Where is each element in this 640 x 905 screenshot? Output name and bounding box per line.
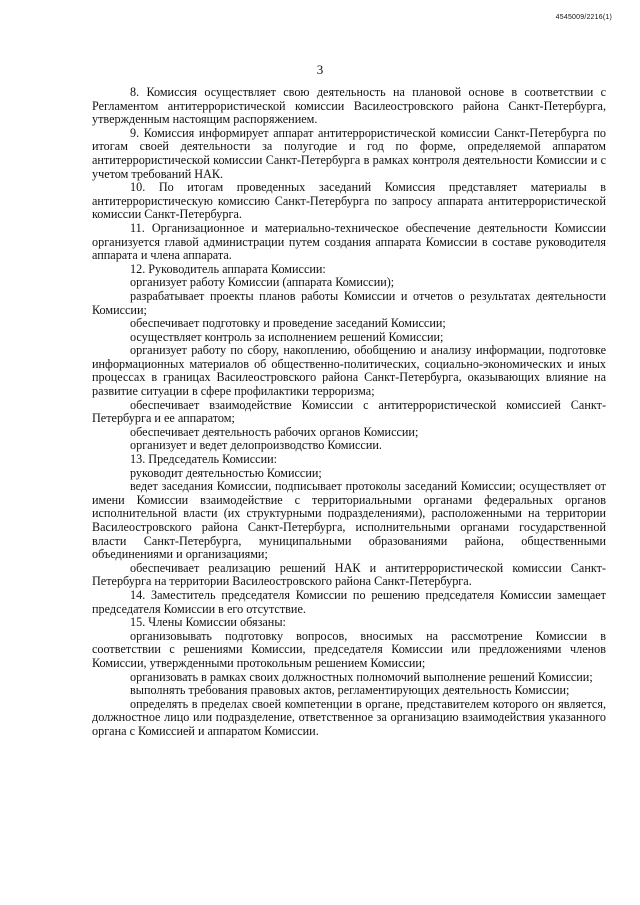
paragraph: 8. Комиссия осуществляет свою деятельность на плановой основе в соответствии с Регламентом антитеррористической комиссии Василеостровского района Санкт-Петербурга, утвержденным настоящим распоряжением. <box>92 85 606 127</box>
paragraph: 11. Организационное и материально-техническое обеспечение деятельности Комиссии организуется главой администрации путем создания аппарата Комиссии в составе руководителя аппарата и члена аппарата. <box>92 220 606 263</box>
document-body <box>92 86 606 739</box>
paragraph: 12. Руководитель аппарата Комиссии: <box>130 261 326 276</box>
paragraph: руководит деятельностью Комиссии; <box>130 465 322 480</box>
paragraph: организует и ведет делопроизводство Комиссии. <box>130 438 382 453</box>
paragraph: организовать в рамках своих должностных полномочий выполнение решений Комиссии; <box>130 669 593 684</box>
paragraph: обеспечивает реализацию решений НАК и антитеррористической комиссии Санкт-Петербурга на территории Василеостровского района Санкт-Петербурга. <box>92 560 606 589</box>
paragraph: организует работу по сбору, накоплению, обобщению и анализу информации, подготовке информационных материалов об общественно-политических, социально-экономических и иных процессах в границах Василеостровского района Санкт-Петербурга, оказывающих влияние на развитие ситуации в сфере профилактики терроризма; <box>92 343 606 399</box>
paragraph: организовывать подготовку вопросов, вносимых на рассмотрение Комиссии в соответствии с решениями Комиссии, председателя Комиссии или предложениями членов Комиссии, утвержденными протокольным решением Комиссии; <box>92 628 606 670</box>
paragraph: организует работу Комиссии (аппарата Комиссии); <box>130 275 395 290</box>
paragraph: 14. Заместитель председателя Комиссии по решению председателя Комиссии замещает председателя Комиссии в его отсутствие. <box>92 587 606 616</box>
page-number: 3 <box>316 62 324 77</box>
paragraph: разрабатывает проекты планов работы Комиссии и отчетов о результатах деятельности Комиссии; <box>92 288 606 317</box>
paragraph: 10. По итогам проведенных заседаний Комиссия представляет материалы в антитеррористическую комиссию Санкт-Петербурга по запросу аппарата антитеррористической комиссии Санкт-Петербурга. <box>92 180 606 222</box>
paragraph: обеспечивает подготовку и проведение заседаний Комиссии; <box>130 316 446 331</box>
paragraph: обеспечивает деятельность рабочих органов Комиссии; <box>130 424 419 439</box>
paragraph: выполнять требования правовых актов, регламентирующих деятельность Комиссии; <box>130 683 570 698</box>
paragraph: осуществляет контроль за исполнением решений Комиссии; <box>130 329 444 344</box>
paragraph: 15. Члены Комиссии обязаны: <box>130 615 286 630</box>
paragraph: определять в пределах своей компетенции в органе, представителем которого он является, должностное лицо или подразделение, ответственное за организацию взаимодействия указанного органа с Комиссией и аппаратом Комиссии. <box>92 696 606 738</box>
paragraph: 13. Председатель Комиссии: <box>130 452 278 467</box>
paragraph: 9. Комиссия информирует аппарат антитеррористической комиссии Санкт-Петербурга по итогам своей деятельности за полугодие и год по форме, определяемой аппаратом антитеррористической комиссии Санкт-Петербурга в рамках контроля деятельности Комиссии и с учетом требований НАК. <box>92 125 606 181</box>
paragraph: ведет заседания Комиссии, подписывает протоколы заседаний Комиссии; осуществляет от имени Комиссии взаимодействие с территориальными органами федеральных органов исполнительной власти (их структурными подразделениями), расположенными на территории Василеостровского района Санкт-Петербурга, исполнительными органами государственной власти Санкт-Петербурга, муниципальными образованиями района, общественными объединениями и организациями; <box>92 479 606 562</box>
paragraph: обеспечивает взаимодействие Комиссии с антитеррористической комиссией Санкт-Петербурга и ее аппаратом; <box>92 397 606 426</box>
document-id: 4545009/2216(1) <box>555 14 612 21</box>
